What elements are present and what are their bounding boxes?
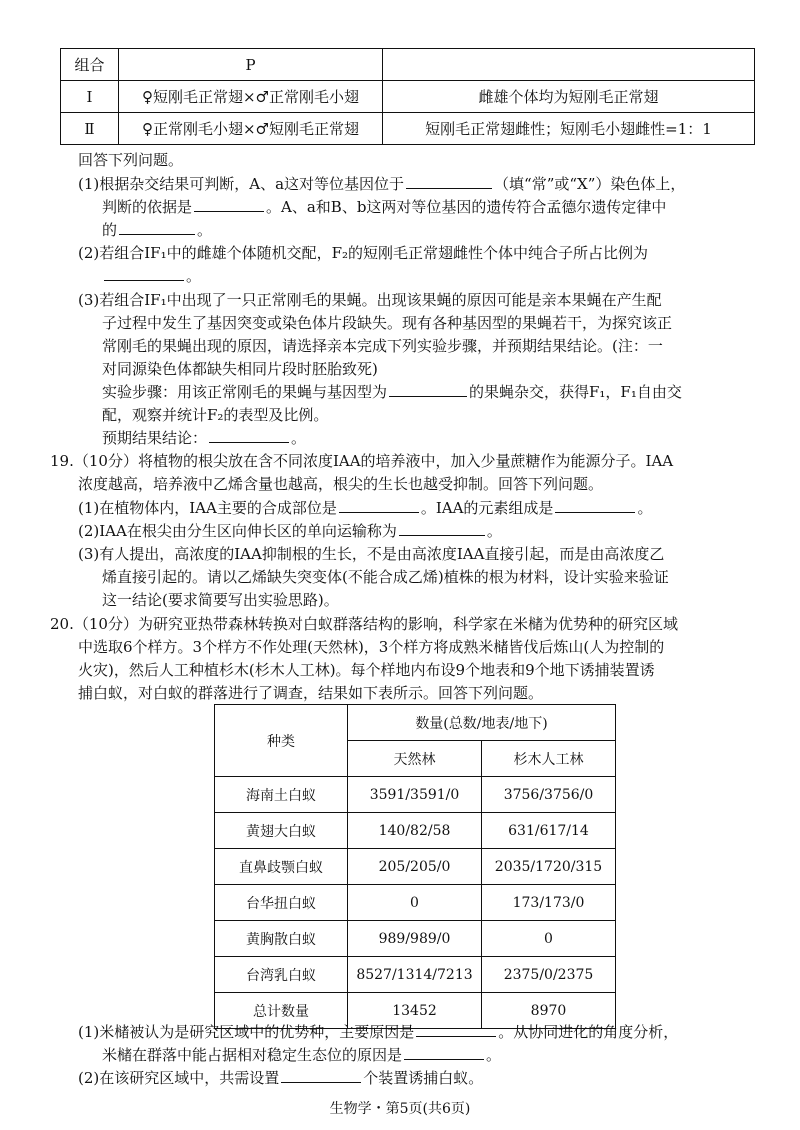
answer-blank [416,1035,496,1037]
text-span: 。 [486,1046,502,1064]
text-span: (1)根据杂交结果可判断，A、a这对等位基因位于 [78,175,405,193]
text-span: 个装置诱捕白蚁。 [363,1069,484,1087]
text-span: (1)在植物体内，IAA主要的合成部位是 [78,499,337,517]
answer-blank [404,1058,484,1060]
table-cell: 直鼻歧颚白蚁 [215,849,348,885]
answer-blank [399,534,485,536]
answer-blank [339,511,419,513]
text-span: 实验步骤：用该正常刚毛的果蝇与基因型为 [102,383,388,401]
table-row [215,885,616,921]
question-text: (3)有人提出，高浓度的IAA抑制根的生长，不是由高浓度IAA直接引起，而是由高浓度乙 [78,545,665,563]
table-cell: 台华扭白蚁 [215,885,348,921]
table-cell: 黄翅大白蚁 [215,813,348,849]
text-span: 。 [291,429,307,447]
answer-blank [104,279,184,281]
table-cell: 13452 [348,993,482,1029]
table-row [61,81,755,113]
cross-table [60,48,755,145]
text-span: 。 [486,522,502,540]
text-span: 米槠在群落中能占据相对稳定生态位的原因是 [102,1046,403,1064]
text-span: 。从协同进化的角度分析， [498,1023,679,1041]
answer-blank [281,1081,361,1083]
question-text: 常刚毛的果蝇出现的原因，请选择亲本完成下列实验步骤，并预期结果结论。(注：一 [102,337,663,355]
text-span: 。IAA的元素组成是 [420,499,554,517]
table-cell: 总计数量 [215,993,348,1029]
table-cell: 短刚毛正常翅雌性；短刚毛小翅雌性=1：1 [383,113,755,145]
table-row [215,849,616,885]
table-cell: 8970 [482,993,616,1029]
question-text: (3)若组合ⅠF₁中出现了一只正常刚毛的果蝇。出现该果蝇的原因可能是亲本果蝇在产生配 [78,291,662,309]
table-row [215,957,616,993]
table-cell: 黄胸散白蚁 [215,921,348,957]
table-row [215,705,616,741]
question-text: 捕白蚁，对白蚁的群落进行了调查，结果如下表所示。回答下列问题。 [78,684,544,702]
table-cell: 2375/0/2375 [482,957,616,993]
question-text: 子过程中发生了基因突变或染色体片段缺失。现有各种基因型的果蝇若干，为探究该正 [102,314,673,332]
text-span: （填“常”或“X”）染色体上， [494,175,686,193]
table-cell: 0 [348,885,482,921]
question-text [78,498,652,518]
question-text: 回答下列问题。 [78,151,184,169]
termite-table [214,704,616,1029]
question-19-text: 19.（10分）将植物的根尖放在含不同浓度IAA的培养液中，加入少量蔗糖作为能源分子。IAA [50,452,674,470]
answer-blank [406,187,492,189]
question-text: 配，观察并统计F₂的表型及比例。 [102,406,329,424]
question-text: 对同源染色体都缺失相同片段时胚胎致死) [102,360,378,378]
table-cell: 205/205/0 [348,849,482,885]
table-cell: 3591/3591/0 [348,777,482,813]
table-header-cell: 数量(总数/地表/地下) [348,705,616,741]
table-row [215,813,616,849]
question-text: 火灾)，然后人工种植杉木(杉木人工林)。每个样地内布设9个地表和9个地下诱捕装置诱 [78,661,655,679]
table-cell: ♀正常刚毛小翅×♂短刚毛正常翅 [119,113,383,145]
question-text [102,197,666,217]
answer-blank [555,511,635,513]
question-text [102,1045,501,1065]
text-span: 。 [197,221,213,239]
table-row [215,777,616,813]
question-text [102,220,212,240]
table-cell: 台湾乳白蚁 [215,957,348,993]
table-row [215,921,616,957]
text-span: (1)米槠被认为是研究区域中的优势种，主要原因是 [78,1023,415,1041]
answer-blank [119,233,195,235]
table-cell: 0 [482,921,616,957]
table-header-cell: P [119,49,383,81]
page-footer: 生物学・第5页(共6页) [329,1101,471,1117]
question-text [78,174,685,194]
text-span: 预期结果结论： [102,429,208,447]
text-span: 判断的依据是 [102,198,193,216]
table-cell: 989/989/0 [348,921,482,957]
question-text: 这一结论(要求简要写出实验思路)。 [102,591,339,609]
question-text [78,521,502,541]
question-text [102,382,682,402]
table-header-cell: 组合 [61,49,119,81]
table-cell: 631/617/14 [482,813,616,849]
table-cell: 2035/1720/315 [482,849,616,885]
table-row [61,113,755,145]
question-text: 烯直接引起的。请以乙烯缺失突变体(不能合成乙烯)植株的根为材料，设计实验来验证 [102,568,669,586]
text-span: (2)IAA在根尖由分生区向伸长区的单向运输称为 [78,522,397,540]
table-cell: 雌雄个体均为短刚毛正常翅 [383,81,755,113]
table-header-cell: 天然林 [348,741,482,777]
answer-blank [209,441,289,443]
table-header-cell [383,49,755,81]
question-text [102,266,201,286]
text-span: (2)在该研究区域中，共需设置 [78,1069,280,1087]
text-span: 。 [637,499,653,517]
text-span: 的果蝇杂交，获得F₁，F₁自由交 [469,383,682,401]
question-text: (2)若组合ⅠF₁中的雌雄个体随机交配，F₂的短刚毛正常翅雌性个体中纯合子所占比例为 [78,244,649,262]
table-cell: ♀短刚毛正常翅×♂正常刚毛小翅 [119,81,383,113]
question-text [78,1022,678,1042]
text-span: 的 [102,221,118,239]
table-cell: 173/173/0 [482,885,616,921]
table-cell: Ⅰ [61,81,119,113]
table-cell: 8527/1314/7213 [348,957,482,993]
text-span: 。 [186,267,202,285]
text-span: 。A、a和B、b这两对等位基因的遗传符合孟德尔遗传定律中 [266,198,667,216]
table-header-cell: 种类 [215,705,348,777]
table-cell: Ⅱ [61,113,119,145]
table-header-cell: 杉木人工林 [482,741,616,777]
table-row [61,49,755,81]
question-20-text: 20.（10分）为研究亚热带森林转换对白蚁群落结构的影响，科学家在米槠为优势种的研究区域 [50,615,678,633]
answer-blank [194,210,264,212]
question-text: 中选取6个样方。3个样方不作处理(天然林)，3个样方将成熟米槠皆伐后炼山(人为控制的 [78,638,665,656]
table-cell: 3756/3756/0 [482,777,616,813]
table-cell: 140/82/58 [348,813,482,849]
question-text [102,428,306,448]
question-text: 浓度越高，培养液中乙烯含量也越高，根尖的生长也越受抑制。回答下列问题。 [78,475,604,493]
answer-blank [389,395,467,397]
table-cell: 海南土白蚁 [215,777,348,813]
question-text [78,1068,483,1088]
